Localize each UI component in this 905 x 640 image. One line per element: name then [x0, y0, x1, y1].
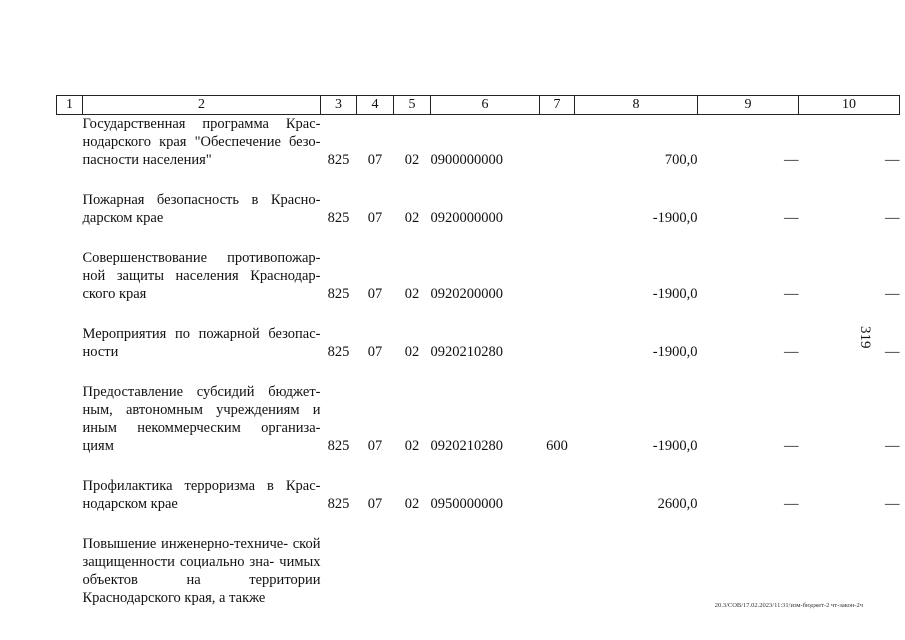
cell-target-article: 0920210280 [430, 438, 503, 454]
cell-col10: — [885, 344, 900, 360]
row-spacer [57, 169, 900, 191]
cell-expense-type [540, 191, 575, 227]
cell-col9 [698, 535, 799, 607]
cell-amount: 2600,0 [657, 496, 698, 512]
name-line: чимых объектов на территории [82, 554, 321, 588]
name-line: Предоставление субсидий бюджет- [82, 384, 321, 400]
col-header-5: 5 [394, 96, 431, 115]
cell-col10 [799, 535, 900, 607]
column-number-header [57, 96, 900, 115]
cell-expense-type [540, 325, 575, 361]
cell-col9: — [784, 496, 799, 512]
cell-subsection [394, 535, 431, 607]
cell-subsection: 02 [404, 496, 420, 512]
name-line: ского края [82, 286, 147, 302]
row-name [83, 383, 321, 455]
cell-section: 07 [367, 344, 383, 360]
footer-document-code: 20.3/СОВ/17.02.2023/11:31/изм-бюджет-2 чт-закон-2ч [714, 602, 863, 609]
col-header-8: 8 [575, 96, 698, 115]
cell-section: 07 [367, 438, 383, 454]
cell-amount: -1900,0 [652, 286, 698, 302]
cell-admin-code: 825 [327, 286, 350, 302]
name-line: иным некоммерческим организа- [82, 420, 321, 436]
cell-expense-type: 600 [546, 438, 568, 454]
cell-subsection: 02 [404, 438, 420, 454]
cell-col9: — [784, 210, 799, 226]
cell-admin-code [321, 535, 357, 607]
name-line: Мероприятия по пожарной безопас- [82, 326, 321, 342]
name-line: ности [82, 344, 119, 360]
row-name [83, 191, 321, 227]
table-row [57, 535, 900, 607]
budget-table [56, 95, 900, 607]
row-spacer [57, 303, 900, 325]
row-spacer [57, 227, 900, 249]
cell-col9: — [784, 152, 799, 168]
cell-section: 07 [367, 152, 383, 168]
cell-admin-code: 825 [327, 210, 350, 226]
row-spacer [57, 513, 900, 535]
cell-amount: -1900,0 [652, 438, 698, 454]
cell-col10: — [885, 438, 900, 454]
row-name [83, 477, 321, 513]
cell-col9: — [784, 286, 799, 302]
cell-col10: — [885, 152, 900, 168]
name-line: Совершенствование противопожар- [82, 250, 321, 266]
cell-section: 07 [367, 496, 383, 512]
name-line: Государственная программа Крас- [82, 116, 321, 132]
cell-target-article: 0900000000 [430, 152, 503, 168]
name-line: ской защищенности социально зна- [82, 536, 321, 570]
cell-target-article: 0920210280 [430, 344, 503, 360]
name-line: пасности населения" [82, 152, 212, 168]
cell-target-article: 0920000000 [430, 210, 503, 226]
table-row [57, 249, 900, 303]
cell-col9: — [784, 344, 799, 360]
cell-col10: — [885, 210, 900, 226]
col-header-7: 7 [540, 96, 575, 115]
table-row [57, 191, 900, 227]
cell-section [357, 535, 394, 607]
name-line: нодарского края "Обеспечение безо- [82, 134, 321, 150]
cell-amount [575, 535, 698, 607]
cell-col10: — [885, 496, 900, 512]
cell-subsection: 02 [404, 344, 420, 360]
cell-expense-type [540, 535, 575, 607]
name-line: дарском крае [82, 210, 164, 226]
cell-subsection: 02 [404, 286, 420, 302]
row-name [83, 115, 321, 170]
row-spacer [57, 455, 900, 477]
name-line: Повышение инженерно-техниче- [82, 536, 289, 552]
name-line: Профилактика терроризма в Крас- [82, 478, 321, 494]
cell-subsection: 02 [404, 210, 420, 226]
name-line: ным, автономным учреждениям и [82, 402, 321, 418]
col-header-4: 4 [357, 96, 394, 115]
cell-section: 07 [367, 286, 383, 302]
col-header-3: 3 [321, 96, 357, 115]
table-row [57, 325, 900, 361]
name-line: Краснодарского края, а также [82, 590, 266, 606]
name-line: нодарском крае [82, 496, 178, 512]
cell-admin-code: 825 [327, 438, 350, 454]
name-line: циям [82, 438, 114, 454]
cell-expense-type [540, 115, 575, 170]
cell-target-article: 0950000000 [430, 496, 503, 512]
row-name [83, 249, 321, 303]
row-name [83, 535, 321, 607]
cell-admin-code: 825 [327, 496, 350, 512]
cell-admin-code: 825 [327, 152, 350, 168]
cell-amount: -1900,0 [652, 210, 698, 226]
cell-expense-type [540, 477, 575, 513]
col-header-6: 6 [431, 96, 540, 115]
cell-target-article: 0920200000 [430, 286, 503, 302]
cell-col9: — [784, 438, 799, 454]
cell-target-article [431, 535, 540, 607]
table-row [57, 477, 900, 513]
table-row [57, 383, 900, 455]
name-line: ной защиты населения Краснодар- [82, 268, 321, 284]
row-spacer [57, 361, 900, 383]
name-line: Пожарная безопасность в Красно- [82, 192, 321, 208]
cell-amount: 700,0 [664, 152, 698, 168]
table-row [57, 115, 900, 170]
page-number: 319 [857, 326, 873, 349]
cell-section: 07 [367, 210, 383, 226]
row-name [83, 325, 321, 361]
cell-admin-code: 825 [327, 344, 350, 360]
col-header-1: 1 [57, 96, 83, 115]
col-header-9: 9 [698, 96, 799, 115]
cell-amount: -1900,0 [652, 344, 698, 360]
col-header-2: 2 [83, 96, 321, 115]
cell-expense-type [540, 249, 575, 303]
cell-col10: — [885, 286, 900, 302]
col-header-10: 10 [799, 96, 900, 115]
cell-subsection: 02 [404, 152, 420, 168]
